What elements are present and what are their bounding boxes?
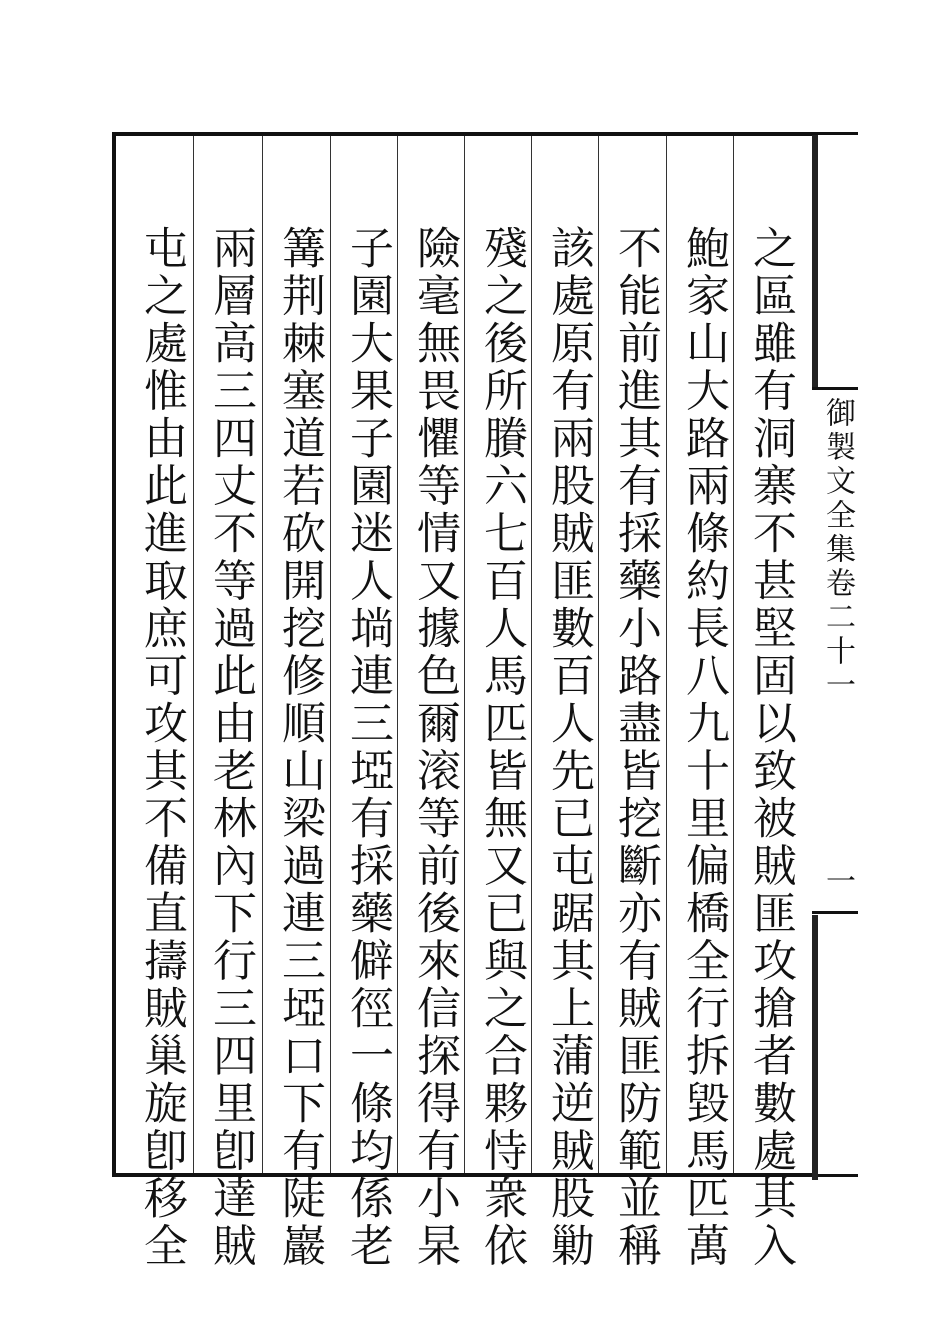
column-rule [330,136,331,1173]
text-column-3: 不能前進其有採藥小路盡皆挖斷亦有賊匪防範並稱 [610,225,661,1270]
column-rule [531,136,532,1173]
text-column-1: 之區雖有洞寨不甚堅固以致被賊匪攻搶者數處其入 [745,225,796,1270]
column-rule [397,136,398,1173]
column-rule [193,136,194,1173]
text-column-8: 篝荆棘塞道若砍開挖修順山梁過連三埡口下有陡巖 [274,225,325,1270]
margin-book-title: 御製文全集卷二十一 [820,397,855,703]
fore-edge-margin [812,132,858,1177]
text-column-5: 殘之後所賸六七百人馬匹皆無又已與之合夥恃衆依 [476,225,527,1270]
column-rule [733,136,734,1173]
text-column-6: 險毫無畏懼等情又據色爾滚等前後來信探得有小杲 [409,225,460,1270]
fishtail-upper-line [812,387,858,390]
margin-page-number: 一 [820,865,855,895]
fishtail-lower-line [812,911,858,914]
text-column-10: 屯之處惟由此進取庶可攻其不備直擣賊巢旋卽移全 [136,225,187,1270]
text-column-2: 鮑家山大路兩條約長八九十里偏橋全行拆毀馬匹萬 [678,225,729,1270]
text-column-4: 該處原有兩股賊匪數百人先已屯踞其上蒲逆賊股勦 [543,225,594,1270]
text-column-7: 子園大果子園迷人埫連三埡有採藥僻徑一條均係老 [342,225,393,1270]
margin-black-bar-bottom [812,915,818,1180]
column-rule [464,136,465,1173]
column-rule [598,136,599,1173]
margin-black-bar-top [812,135,818,390]
column-rule [262,136,263,1173]
text-column-9: 兩層高三四丈不等過此由老林內下行三四里卽達賊 [205,225,256,1270]
column-rule [666,136,667,1173]
